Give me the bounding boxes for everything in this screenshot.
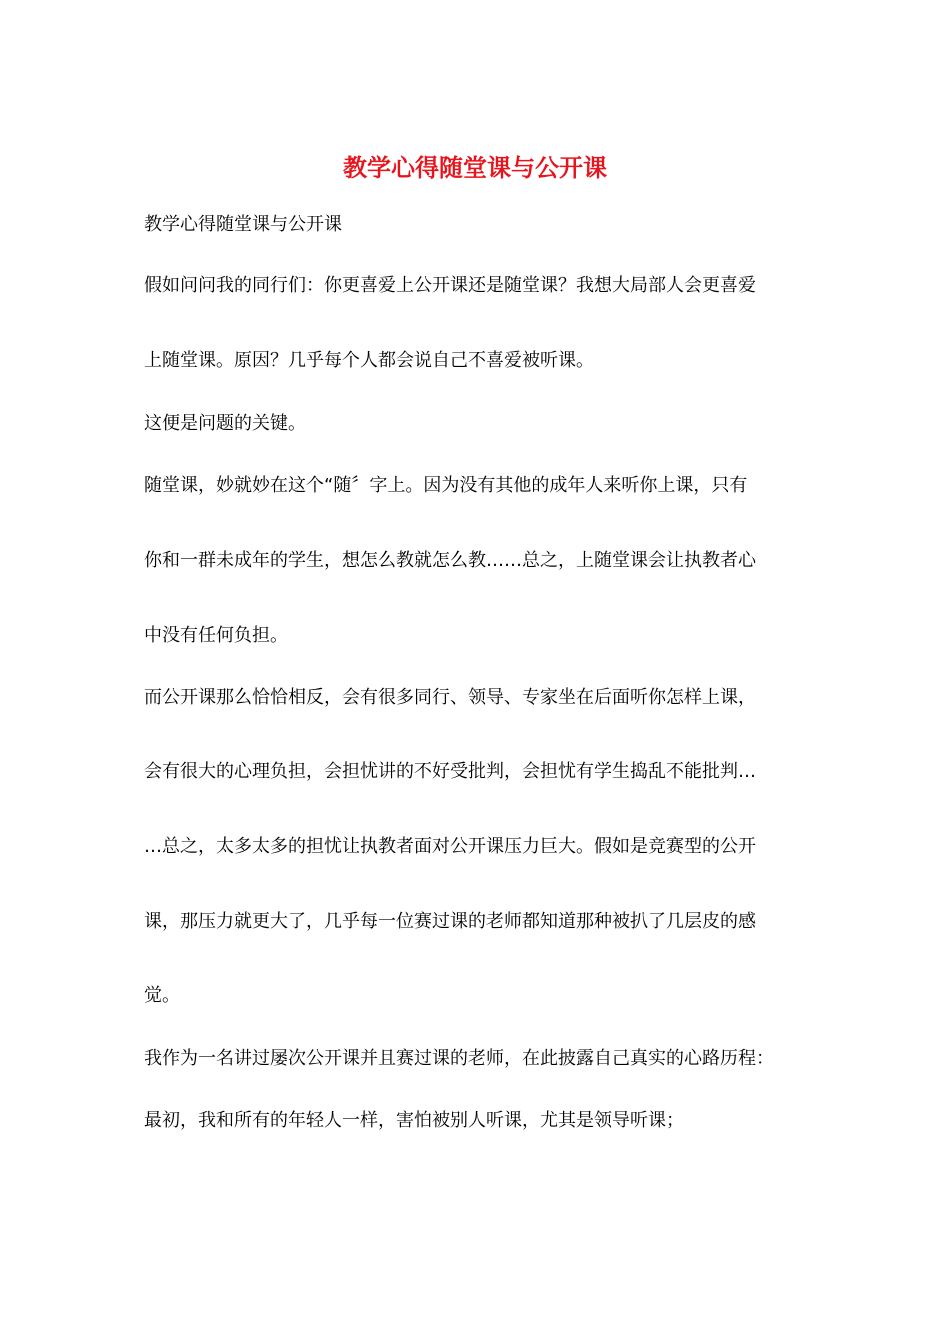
paragraph-line: …总之，太多太多的担忧让执教者面对公开课压力巨大。假如是竞赛型的公开 (144, 836, 756, 857)
paragraph-line: 中没有任何负担。 (144, 625, 288, 646)
paragraph-line: 你和一群未成年的学生，想怎么教就怎么教……总之，上随堂课会让执教者心 (144, 550, 756, 571)
paragraph-line: 会有很大的心理负担，会担忧讲的不好受批判，会担忧有学生捣乱不能批判… (144, 761, 756, 782)
document-title: 教学心得随堂课与公开课 (343, 153, 607, 182)
paragraph-line: 觉。 (144, 985, 180, 1006)
paragraph-line: 随堂课，妙就妙在这个“随〞字上。因为没有其他的成年人来听你上课，只有 (144, 475, 748, 496)
paragraph-line: 而公开课那么恰恰相反，会有很多同行、领导、专家坐在后面听你怎样上课， (144, 687, 756, 708)
subtitle-line: 教学心得随堂课与公开课 (144, 214, 342, 235)
paragraph-line: 上随堂课。原因？几乎每个人都会说自己不喜爱被听课。 (144, 350, 594, 371)
paragraph-line: 这便是问题的关键。 (144, 413, 306, 434)
paragraph-line: 我作为一名讲过屡次公开课并且赛过课的老师，在此披露自己真实的心路历程： (144, 1048, 774, 1069)
paragraph-line: 课，那压力就更大了，几乎每一位赛过课的老师都知道那种被扒了几层皮的感 (144, 911, 756, 932)
paragraph-line: 最初，我和所有的年轻人一样，害怕被别人听课，尤其是领导听课； (144, 1110, 684, 1131)
paragraph-line: 假如问问我的同行们：你更喜爱上公开课还是随堂课？我想大局部人会更喜爱 (144, 275, 756, 296)
